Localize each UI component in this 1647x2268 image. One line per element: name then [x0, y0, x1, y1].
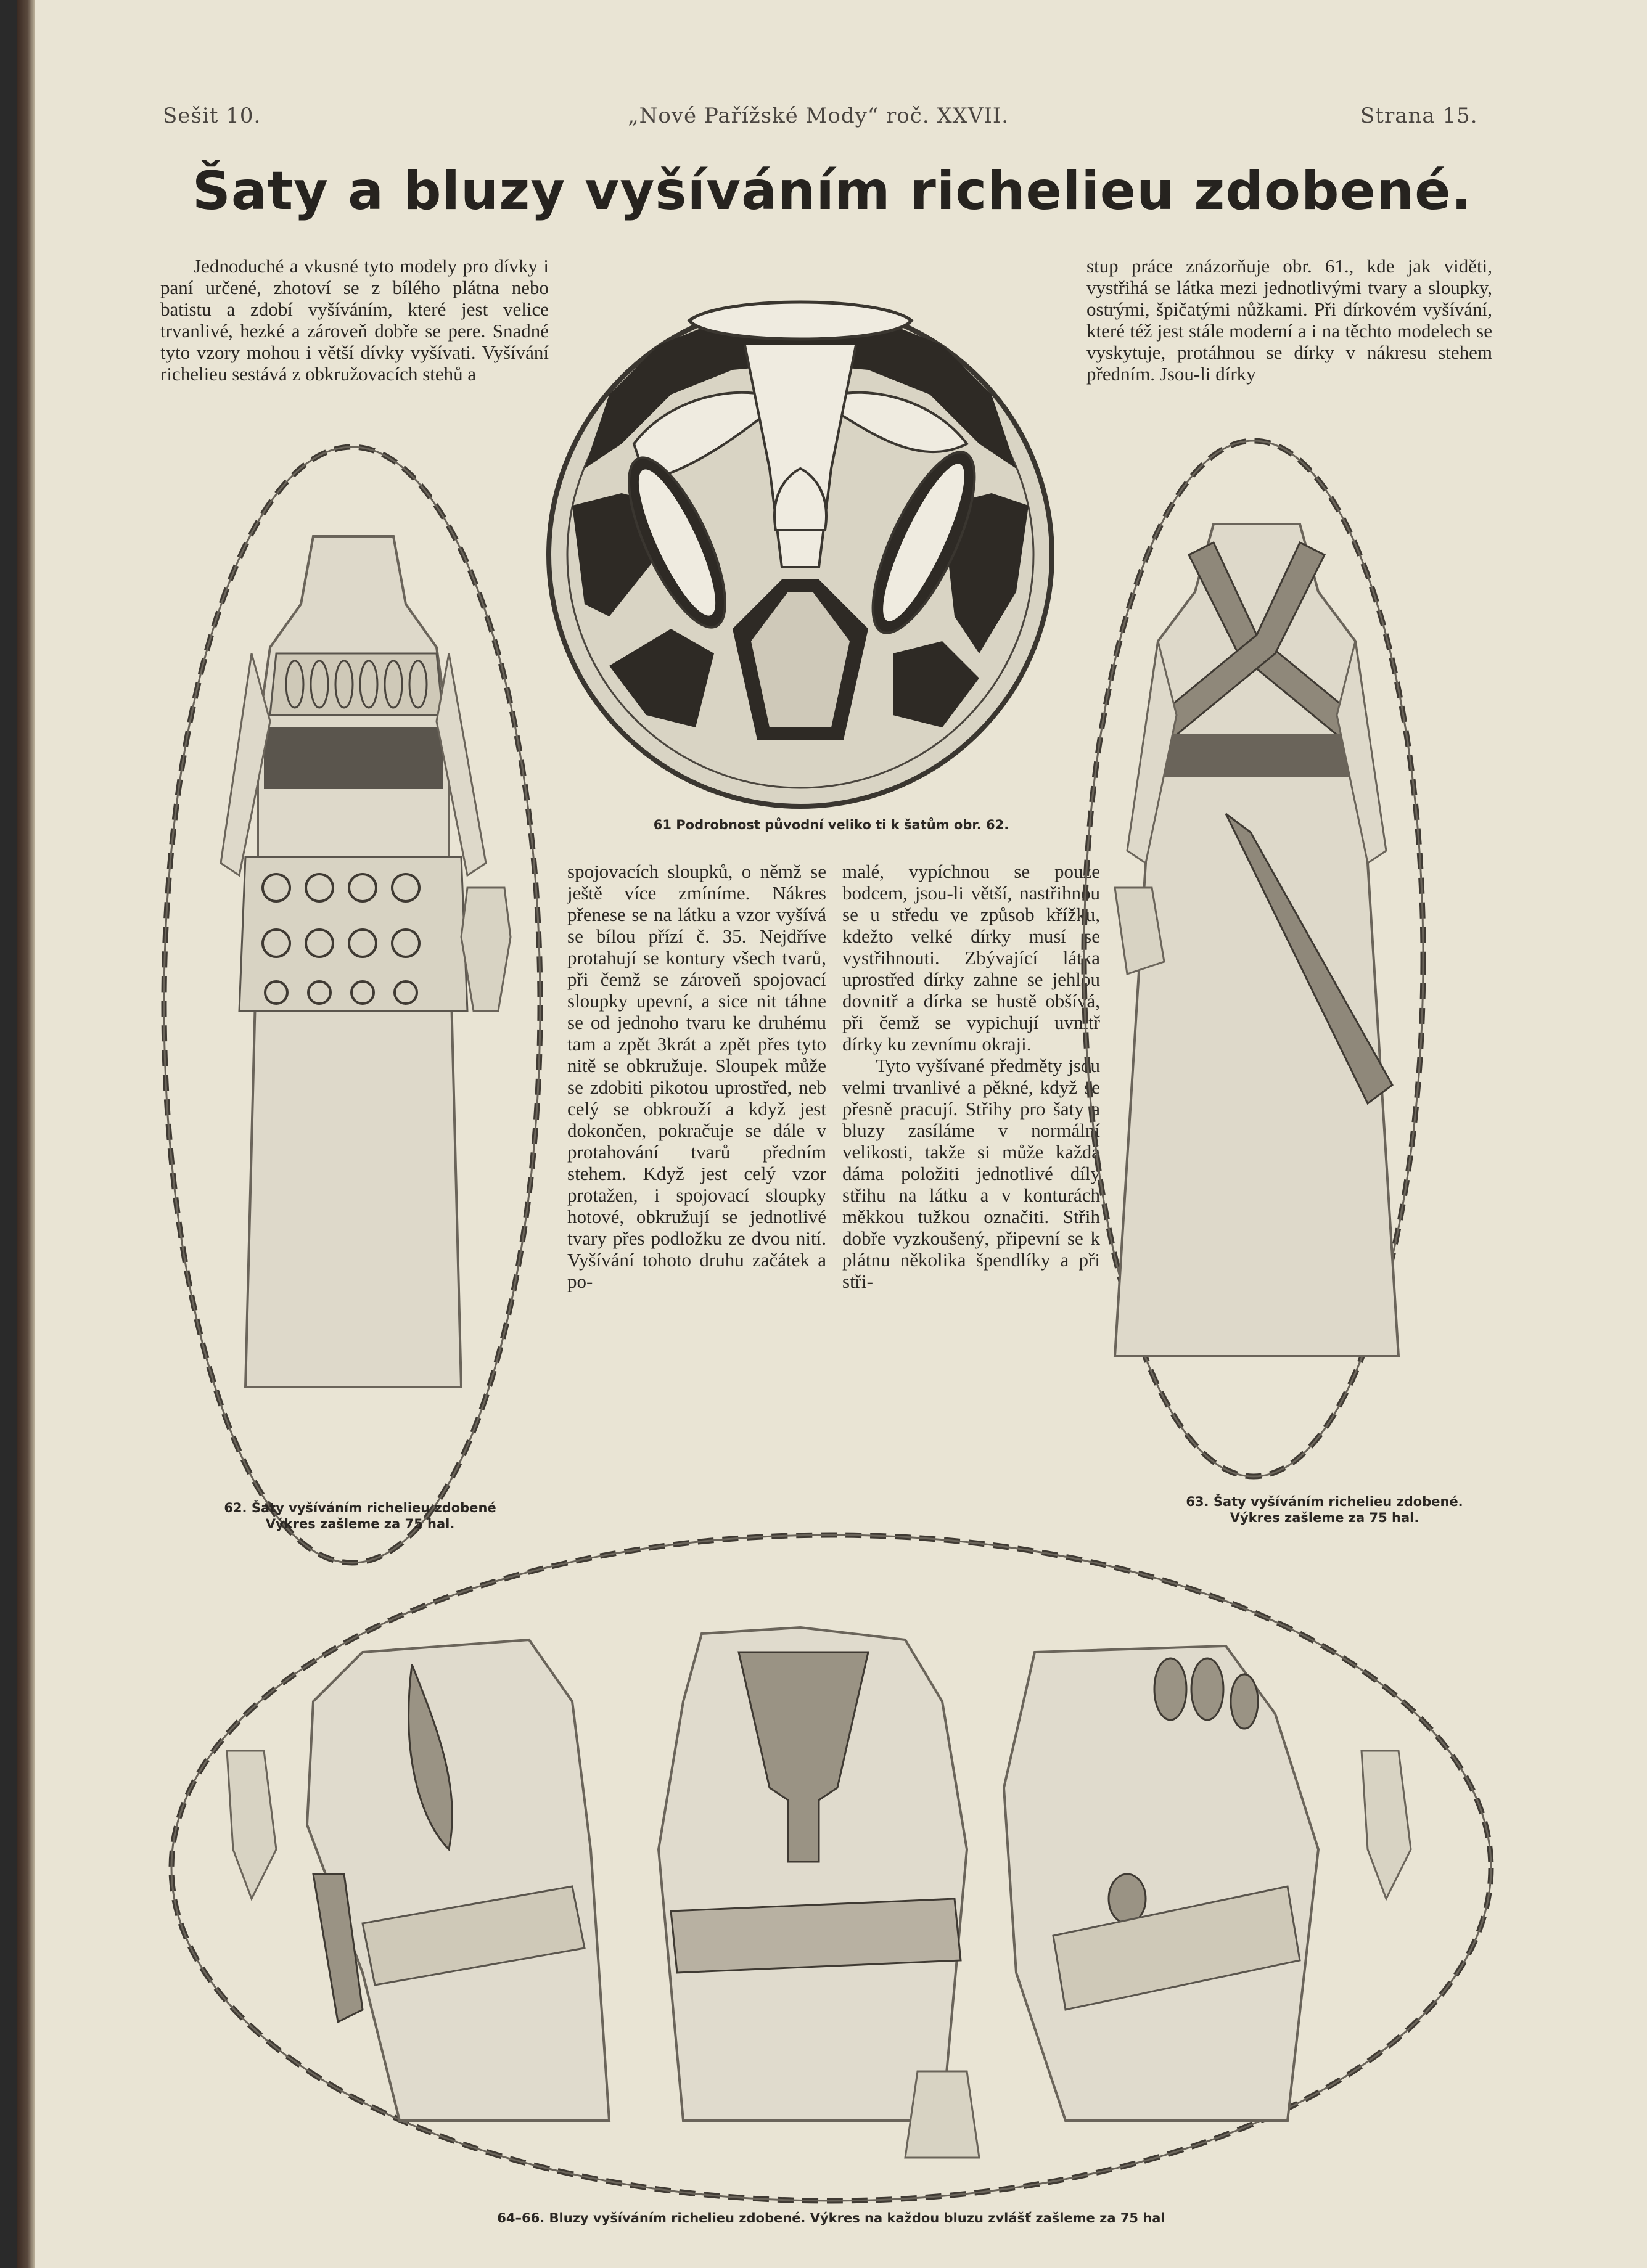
caption-figure-63: [1152, 1494, 1497, 1526]
paragraph: stup práce znázorňuje obr. 61., kde jak viděti, vystřihá se látka mezi jednotlivými tvary a sloupky, ostrými, špičatými nůžkami. Při dírkovém vyšívání, které též jest stále moderní a i na těchto modelech se vyskytuje, protáhnou se dírky v nákresu stehem předním. Jsou-li dírky: [1086, 255, 1492, 385]
caption-line: 63. Šaty vyšíváním richelieu zdobené.: [1186, 1494, 1463, 1509]
paragraph: spojovacích sloupků, o němž se ještě více zmíníme. Nákres přenese se na látku a vzor vyšívá se bílou přízí č. 35. Nejdříve protahují se kontury všech tvarů, při čemž se zároveň spojovací sloupky upevní, a sice nit táhne se od jednoho tvaru ke druhému tam a zpět 3krát a zpět přes tyto nitě se obkružuje. Sloupek může se zdobiti pikotou uprostřed, neb celý se obkrouží a když jest dokončen, pokračuje se dále v protahování tvarů předním stehem. Když jest celý vzor protažen, i spojovací sloupky hotové, obkružují se jednotlivé tvary přes podložku ze dvou nití. Vyšívání tohoto druhu začátek a po-: [567, 861, 826, 1292]
caption-figures-64-66: 64–66. Bluzy vyšíváním richelieu zdobené. Výkres na každou bluzu zvlášť zašleme za 75 hal: [497, 2211, 1165, 2225]
dress-62-figure: [164, 447, 540, 1563]
paragraph: Jednoduché a vkusné tyto modely pro dívky i paní určené, zhotoví se z bílého plátna nebo batistu a zdobí vyšíváním, které jest velice trvanlivé, hezké a zároveň dobře se pere. Snadné tyto vzory mohou i větší dívky vyšívati. Vyšívání richelieu sestává z obkružovacích stehů a: [160, 255, 549, 385]
caption-figure-61: 61 Podrobnost původní veliko ti k šatům obr. 62.: [653, 817, 1009, 832]
caption-figure-62: [200, 1500, 520, 1532]
dress-63-figure: [1084, 441, 1423, 1476]
paragraph: malé, vypíchnou se pouze bodcem, jsou-li větší, nastřihnou se u středu ve způsob křížku, kdežto velké dírky musí se vystřihnouti. Zbývající látka uprostřed dírky zahne se jehlou dovnitř a dírka se hustě obšívá, při čemž se vypichují uvnitř dírky ku zevnímu okraji.: [842, 861, 1100, 1055]
issue-number: Sešit 10.: [163, 104, 261, 128]
caption-line: Výkres zašleme za 75 hal.: [265, 1517, 455, 1531]
illustrations: [17, 0, 1647, 2268]
page-number: Strana 15.: [1360, 104, 1478, 128]
paragraph: Tyto vyšívané předměty jsou velmi trvanlivé a pěkné, když se přesně pracují. Střihy pro šaty a bluzy zasíláme v normální velikosti, takže si může každá dáma položiti jednotlivé díly střihu na látku a v konturách měkkou tužkou označiti. Střih dobře vyzkoušený, připevní se k plátnu několika špendlíky a při stři-: [842, 1055, 1100, 1292]
caption-line: Výkres zašleme za 75 hal.: [1230, 1510, 1419, 1525]
embroidery-detail-figure: [549, 302, 1052, 806]
caption-line: 62. Šaty vyšíváním richelieu zdobené: [224, 1500, 496, 1515]
magazine-name: „Nové Pařížské Mody“ roč. XXVII.: [628, 104, 1009, 128]
magazine-page: [17, 0, 1647, 2268]
article-title: Šaty a bluzy vyšíváním richelieu zdobené.: [192, 160, 1472, 222]
blouses-64-66-figure: [171, 1535, 1491, 2201]
